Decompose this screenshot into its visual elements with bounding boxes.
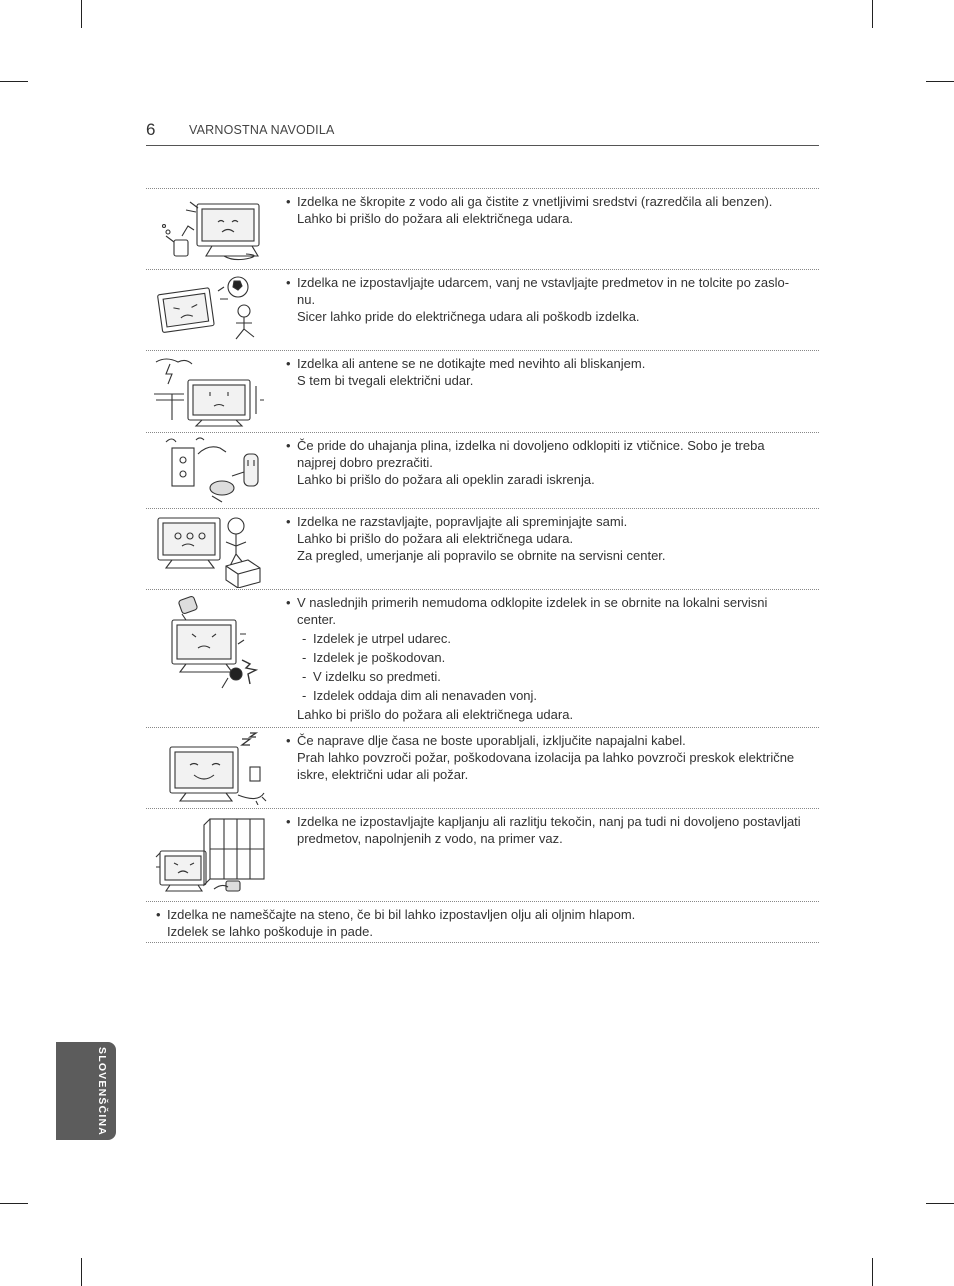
bullet-text: • Izdelka ne izpostavljajte kapljanju ali razlitju tekočin, nanj pa tudi ni dovoljeno postavljati predmetov, napolnjenih z vodo, na primer vaz. xyxy=(286,814,801,846)
safety-item xyxy=(146,189,819,270)
tv-ball-impact-icon xyxy=(152,273,270,347)
safety-item xyxy=(146,351,819,433)
bullet-text: • Izdelka ne izpostavljajte udarcem, vanj ne vstavljajte predmetov in ne tolcite po zaslo- nu. Sicer lahko pride do električnega udara ali poškodb izdelka. xyxy=(286,275,790,324)
language-side-tab xyxy=(56,1042,116,1140)
page-number: 6 xyxy=(146,120,156,139)
bullet-text: • Če naprave dlje časa ne boste uporabljali, izključite napajalni kabel. Prah lahko povzroči požar, poškodovana izolacija pa lahko povzroči preskok električne iskre, električni udar ali požar. xyxy=(286,733,795,782)
sub-item: - V izdelku so predmeti. xyxy=(302,669,441,684)
tv-repair-technician-icon xyxy=(152,512,270,588)
tv-window-liquid-icon xyxy=(152,815,270,897)
crop-mark xyxy=(81,1258,82,1286)
crop-mark xyxy=(872,1258,873,1286)
tv-lightning-antenna-icon xyxy=(152,354,270,428)
gas-leak-outlet-icon xyxy=(152,436,270,506)
bullet-text: • Izdelka ne škropite z vodo ali ga čistite z vnetljivimi sredstvi (razredčila ali benzen). Lahko bi prišlo do požara ali električnega udara. xyxy=(286,194,773,226)
bullet-text: • Izdelka ne nameščajte na steno, če bi bil lahko izpostavljen olju ali oljnim hlapom. Izdelek se lahko poškoduje in pade. xyxy=(156,907,636,939)
bullet-text: • Izdelka ali antene se ne dotikajte med nevihto ali bliskanjem. S tem bi tvegali električni udar. xyxy=(286,356,646,388)
crop-mark xyxy=(81,0,82,28)
safety-item xyxy=(146,728,819,809)
crop-mark xyxy=(0,81,28,82)
page-header xyxy=(146,118,819,146)
crop-mark xyxy=(926,81,954,82)
language-label: SLOVENŠČINA xyxy=(96,1047,108,1137)
safety-item xyxy=(146,509,819,590)
sub-item: - Izdelek oddaja dim ali nenavaden vonj. xyxy=(302,688,538,703)
tv-sleeping-unplugged-icon xyxy=(152,731,270,805)
bullet-text: • V naslednjih primerih nemudoma odklopite izdelek in se obrnite na lokalni servisni center. - Izdelek je utrpel udarec. - Izdelek je poškodovan. - V izdelku so predmeti. - Izdelek oddaja dim ali nenavaden vonj. Lahko bi prišlo do požara ali električnega udara. xyxy=(286,594,819,723)
tv-spray-cleaner-icon xyxy=(152,192,270,266)
safety-item xyxy=(146,270,819,351)
safety-item xyxy=(146,809,819,902)
safety-item xyxy=(146,590,819,728)
section-title: VARNOSTNA NAVODILA xyxy=(189,123,335,137)
crop-mark xyxy=(0,1203,28,1204)
bullet-text: • Izdelka ne razstavljajte, popravljajte ali spreminjajte sami. Lahko bi prišlo do požara ali električnega udara. Za pregled, umerjanje ali popravilo se obrnite na servisni center. xyxy=(286,514,666,563)
sub-item: - Izdelek je poškodovan. xyxy=(302,650,446,665)
safety-item xyxy=(146,433,819,509)
sub-item: - Izdelek je utrpel udarec. xyxy=(302,631,452,646)
tv-damaged-unplug-icon xyxy=(152,594,270,690)
bullet-text: • Če pride do uhajanja plina, izdelka ni dovoljeno odklopiti iz vtičnice. Sobo je treba najprej dobro prezračiti. Lahko bi prišlo do požara ali opeklin zaradi iskrenja. xyxy=(286,438,765,487)
crop-mark xyxy=(872,0,873,28)
crop-mark xyxy=(926,1203,954,1204)
safety-item xyxy=(146,902,819,943)
safety-list xyxy=(146,188,819,943)
